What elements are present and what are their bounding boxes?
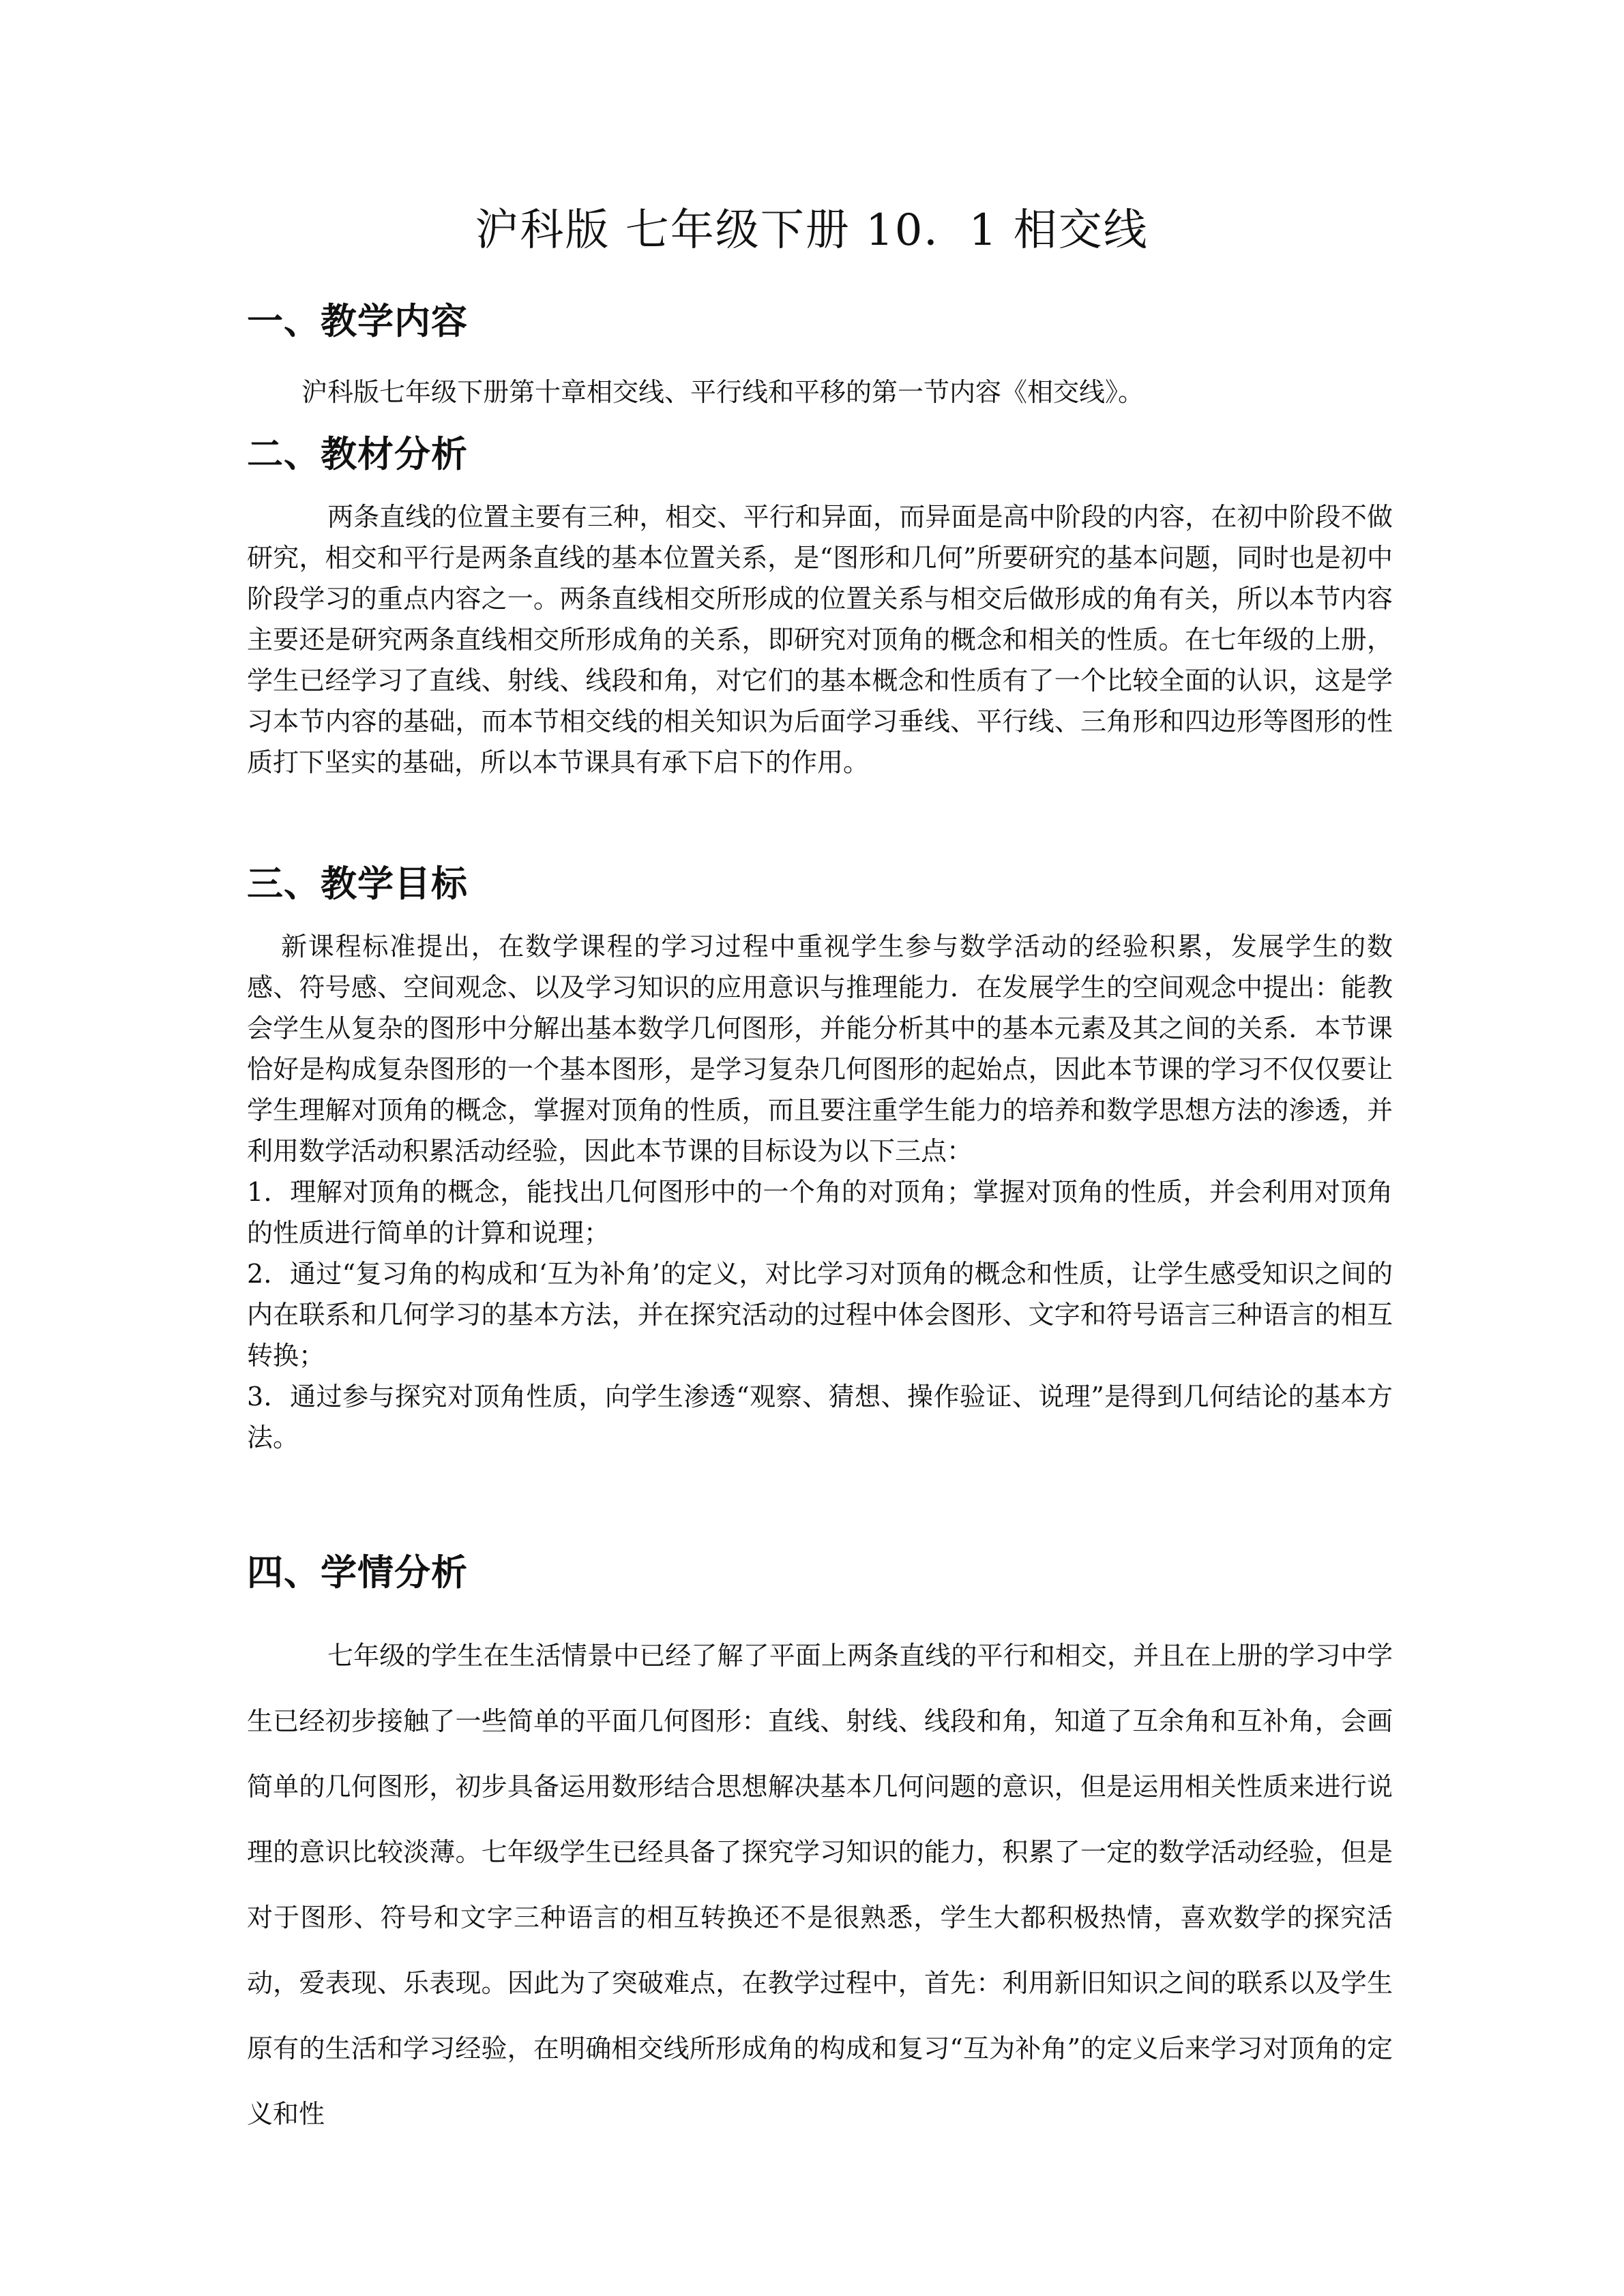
objective-item-2: 2．通过“复习角的构成和‘互为补角’的定义，对比学习对顶角的概念和性质，让学生感受知识之间的内在联系和几何学习的基本方法，并在探究活动的过程中体会图形、文字和符号语言三种语言的相互转换； <box>247 1259 1393 1371</box>
paragraph: 新课程标准提出，在数学课程的学习过程中重视学生参与数学活动的经验积累，发展学生的数感、符号感、空间观念、以及学习知识的应用意识与推理能力．在发展学生的空间观念中提出：能教会学生从复杂的图形中分解出基本数学几何图形，并能分析其中的基本元素及其之间的关系．本节课恰好是构成复杂图形的一个基本图形，是学习复杂几何图形的起始点，因此本节课的学习不仅仅要让学生理解对顶角的概念，掌握对顶角的性质，而且要注重学生能力的培养和数学思想方法的渗透，并利用数学活动积累活动经验，因此本节课的目标设为以下三点： <box>247 931 1393 1166</box>
objective-item-1: 1．理解对顶角的概念，能找出几何图形中的一个角的对顶角；掌握对顶角的性质，并会利用对顶角的性质进行简单的计算和说理； <box>247 1177 1393 1248</box>
section-body-learner-analysis <box>247 1623 1393 2147</box>
section-body-teaching-objectives <box>247 926 1393 1458</box>
section-heading-learner-analysis: 四、学情分析 <box>247 1552 468 1594</box>
section-body-material-analysis <box>247 496 1393 783</box>
page-title: 沪科版 七年级下册 10．1 相交线 <box>475 205 1149 256</box>
section-body-teaching-content <box>247 374 1393 411</box>
paragraph: 七年级的学生在生活情景中已经了解了平面上两条直线的平行和相交，并且在上册的学习中学生已经初步接触了一些简单的平面几何图形：直线、射线、线段和角，知道了互余角和互补角，会画简单的几何图形，初步具备运用数形结合思想解决基本几何问题的意识，但是运用相关性质来进行说理的意识比较淡薄。七年级学生已经具备了探究学习知识的能力，积累了一定的数学活动经验，但是对于图形、符号和文字三种语言的相互转换还不是很熟悉，学生大都积极热情，喜欢数学的探究活动，爱表现、乐表现。因此为了突破难点，在教学过程中，首先：利用新旧知识之间的联系以及学生原有的生活和学习经验，在明确相交线所形成角的构成和复习“互为补角”的定义后来学习对顶角的定义和性 <box>247 1641 1393 2129</box>
section-heading-material-analysis: 二、教材分析 <box>247 434 468 475</box>
paragraph: 两条直线的位置主要有三种，相交、平行和异面，而异面是高中阶段的内容，在初中阶段不做研究，相交和平行是两条直线的基本位置关系，是“图形和几何”所要研究的基本问题，同时也是初中阶段学习的重点内容之一。两条直线相交所形成的位置关系与相交后做形成的角有关，所以本节内容主要还是研究两条直线相交所形成角的关系，即研究对顶角的概念和相关的性质。在七年级的上册，学生已经学习了直线、射线、线段和角，对它们的基本概念和性质有了一个比较全面的认识，这是学习本节内容的基础，而本节相交线的相关知识为后面学习垂线、平行线、三角形和四边形等图形的性质打下坚实的基础，所以本节课具有承下启下的作用。 <box>247 502 1393 777</box>
objective-item-3: 3．通过参与探究对顶角性质，向学生渗透“观察、猜想、操作验证、说理”是得到几何结论的基本方法。 <box>247 1382 1393 1452</box>
section-heading-teaching-objectives: 三、教学目标 <box>247 863 468 905</box>
paragraph: 沪科版七年级下册第十章相交线、平行线和平移的第一节内容《相交线》。 <box>301 377 1145 407</box>
section-heading-teaching-content: 一、教学内容 <box>247 301 468 342</box>
